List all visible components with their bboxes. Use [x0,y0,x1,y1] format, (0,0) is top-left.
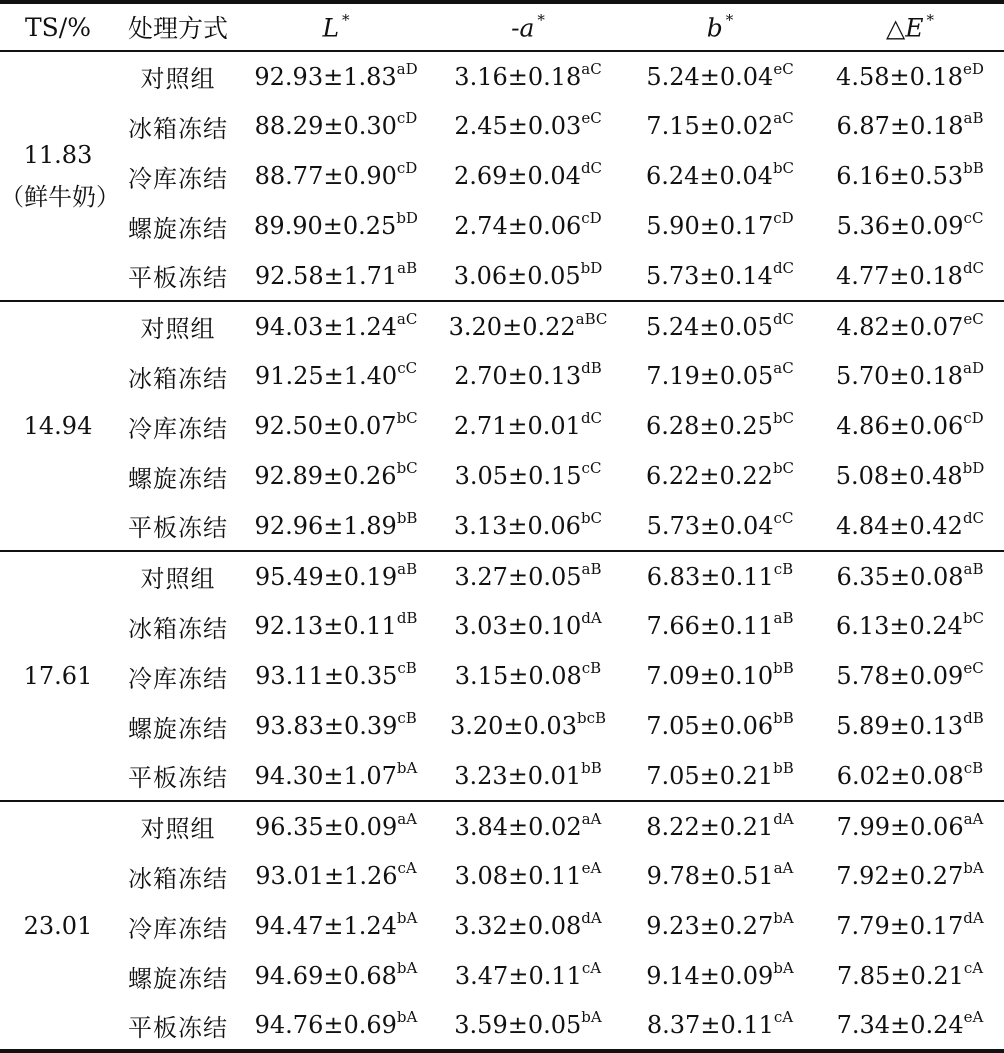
value-cell [432,901,624,951]
value-cell [624,451,816,501]
value-cell [432,351,624,401]
method-cell: 螺旋冻结 [128,214,228,243]
value-cell [816,501,1004,551]
value-text: 96.35±0.09 [254,812,398,841]
value-text: 4.82±0.07 [836,312,964,341]
value-text: 5.08±0.48 [835,462,963,490]
method-cell: 对照组 [140,65,216,93]
significance-letters: bA [581,1007,602,1026]
value-text: 94.47±1.24 [254,912,397,940]
value-text: 3.84±0.02 [454,812,582,841]
value-cell [624,151,816,201]
header-a-star: -a * [432,2,624,51]
significance-letters: aC [581,59,602,78]
value-cell [816,751,1004,801]
method-cell: 螺旋冻结 [128,464,228,493]
value-cell [816,301,1004,351]
value-cell [816,151,1004,201]
value-text: 6.35±0.08 [836,562,964,591]
table-row [0,851,1004,901]
value-cell [816,1001,1004,1051]
significance-letters: cB [397,658,417,677]
significance-letters: aB [963,559,984,578]
value-cell [240,1001,432,1051]
value-cell [624,901,816,951]
value-text: 3.23±0.01 [454,761,582,790]
value-text: 2.69±0.04 [453,162,581,190]
significance-letters: aA [773,858,794,877]
value-cell [816,351,1004,401]
method-cell: 冷库冻结 [128,914,228,943]
significance-letters: aC [396,309,418,328]
value-text: 5.78±0.09 [836,662,964,690]
value-cell [624,751,816,801]
value-text: 95.49±0.19 [254,562,398,591]
significance-letters: bC [396,408,418,427]
value-cell [432,551,624,601]
value-text: 5.73±0.14 [645,261,773,290]
table-row [0,51,1004,101]
value-cell [624,301,816,351]
table-row [0,951,1004,1001]
value-text: 9.78±0.51 [646,862,774,890]
value-text: 5.36±0.09 [836,212,964,240]
significance-letters: cB [581,658,602,677]
significance-letters: cA [773,1007,794,1026]
value-cell [432,151,624,201]
value-cell [432,801,624,851]
significance-letters: aB [773,608,794,627]
significance-letters: aA [963,809,984,828]
table-row [0,801,1004,851]
value-text: 7.19±0.05 [646,362,774,390]
value-text: 5.70±0.18 [836,362,963,390]
significance-letters: aB [397,258,418,277]
significance-letters: eC [963,658,984,677]
value-cell [816,951,1004,1001]
significance-letters: aB [397,559,418,578]
significance-letters: cD [773,208,794,227]
value-cell [624,551,816,601]
value-text: 92.50±0.07 [254,412,397,440]
value-cell [240,301,432,351]
significance-letters: bC [396,458,418,477]
ts-value: 14.94 [23,412,93,440]
table-row [0,301,1004,351]
value-cell [432,51,624,101]
header-delta-e-star: △E * [816,2,1004,51]
method-cell: 冷库冻结 [128,664,228,693]
value-text: 7.09±0.10 [646,662,774,690]
significance-letters: eC [963,309,984,328]
header-ts: TS/% [0,2,116,51]
significance-letters: cD [581,208,602,227]
value-cell [432,601,624,651]
value-cell [624,351,816,401]
value-cell [432,1001,624,1051]
value-text: 3.27±0.05 [454,562,582,591]
value-cell [240,201,432,251]
value-cell [816,801,1004,851]
value-cell [816,101,1004,151]
value-text: 6.28±0.25 [645,412,773,440]
value-cell [240,601,432,651]
significance-letters: aD [396,59,418,78]
significance-letters: cD [396,158,418,177]
value-text: 94.69±0.68 [254,962,397,990]
method-cell: 对照组 [140,315,216,343]
value-text: 94.30±1.07 [254,761,397,790]
value-text: 2.45±0.03 [454,112,582,140]
significance-letters: dB [581,358,602,377]
significance-letters: bC [772,458,795,477]
header-method: 处理方式 [116,2,240,51]
value-cell [624,1001,816,1051]
value-text: 7.05±0.06 [646,712,774,740]
method-cell: 平板冻结 [116,1001,240,1051]
significance-letters: eC [773,59,794,78]
value-text: 3.08±0.11 [454,862,582,890]
significance-letters: bC [772,158,795,177]
value-text: 4.58±0.18 [836,62,964,91]
value-cell [240,151,432,201]
value-text: 2.70±0.13 [454,362,582,390]
value-text: 4.86±0.06 [836,412,964,440]
method-cell: 冰箱冻结 [128,364,228,393]
significance-letters: dA [581,908,602,927]
value-cell [432,851,624,901]
significance-letters: dC [580,158,603,177]
method-cell: 螺旋冻结 [128,964,228,993]
value-cell [816,251,1004,301]
value-text: 3.32±0.08 [454,912,582,940]
value-text: 3.15±0.08 [454,662,582,690]
value-cell [432,751,624,801]
value-text: 6.02±0.08 [836,761,964,790]
value-text: 7.85±0.21 [836,962,964,990]
significance-letters: dB [963,708,984,727]
value-text: 7.79±0.17 [836,912,964,940]
table-row [0,601,1004,651]
value-text: 2.71±0.01 [453,412,581,440]
value-text: 7.15±0.02 [646,112,774,140]
significance-letters: bA [396,908,418,927]
value-cell [240,801,432,851]
value-cell [624,401,816,451]
ts-value: 23.01 [23,911,93,940]
table-row [0,251,1004,301]
value-text: 8.37±0.11 [646,1011,774,1039]
header-row [0,2,1004,51]
table-row [0,351,1004,401]
significance-letters: dB [396,608,418,627]
value-text: 7.92±0.27 [836,862,964,890]
significance-letters: cC [397,358,418,377]
value-text: 94.03±1.24 [254,312,397,341]
significance-letters: cD [396,108,418,127]
table-row [0,401,1004,451]
value-cell [816,551,1004,601]
value-text: 5.24±0.05 [645,312,773,341]
value-text: 2.74±0.06 [454,212,582,240]
value-cell [624,101,816,151]
value-text: 6.83±0.11 [646,562,774,591]
significance-letters: aBC [575,309,608,328]
ts-cell [0,301,116,551]
value-cell [240,951,432,1001]
value-cell [240,251,432,301]
significance-letters: cA [397,858,417,877]
significance-letters: bC [580,508,603,527]
table-row [0,651,1004,701]
value-cell [432,401,624,451]
ts-cell [0,551,116,801]
value-text: 3.59±0.05 [454,1011,582,1039]
value-cell [432,501,624,551]
value-text: 94.76±0.69 [254,1011,397,1039]
significance-letters: cC [581,458,602,477]
ts-value: 17.61 [23,662,93,690]
significance-letters: dC [580,408,603,427]
value-cell [624,251,816,301]
significance-letters: aC [773,108,794,127]
value-text: 6.87±0.18 [836,112,964,140]
method-cell: 冷库冻结 [128,414,228,443]
value-text: 88.29±0.30 [254,112,397,140]
method-cell: 平板冻结 [116,251,240,301]
value-cell [816,451,1004,501]
value-text: 4.84±0.42 [835,511,963,540]
value-text: 88.77±0.90 [254,162,397,190]
value-cell [816,851,1004,901]
value-text: 4.77±0.18 [835,261,963,290]
value-text: 92.96±1.89 [254,511,397,540]
significance-letters: bB [396,508,418,527]
significance-letters: bA [396,758,418,777]
significance-letters: cC [773,508,794,527]
table-row [0,701,1004,751]
table-row [0,451,1004,501]
value-cell [240,651,432,701]
significance-letters: aC [773,358,794,377]
significance-letters: bA [773,908,794,927]
value-cell [624,851,816,901]
value-cell [240,451,432,501]
significance-letters: eC [581,108,602,127]
table-row [0,901,1004,951]
value-text: 3.13±0.06 [453,511,581,540]
value-cell [624,601,816,651]
value-cell [240,551,432,601]
value-cell [816,601,1004,651]
significance-letters: dA [773,809,794,828]
significance-letters: cD [963,408,984,427]
value-cell [240,401,432,451]
value-cell [240,751,432,801]
significance-letters: eD [963,59,984,78]
significance-letters: bB [773,758,794,777]
value-text: 3.03±0.10 [454,612,582,640]
significance-letters: aA [581,809,602,828]
value-text: 3.47±0.11 [454,962,582,990]
value-cell [624,651,816,701]
value-text: 93.83±0.39 [255,712,398,740]
value-text: 93.01±1.26 [255,862,398,890]
method-cell: 冰箱冻结 [128,114,228,143]
value-text: 5.24±0.04 [646,62,774,91]
significance-letters: bA [963,858,984,877]
ts-note: （鲜牛奶） [0,183,120,211]
significance-letters: dC [962,258,985,277]
method-cell: 螺旋冻结 [128,714,228,743]
value-text: 5.73±0.04 [646,511,774,540]
significance-letters: bB [581,758,602,777]
value-text: 92.93±1.83 [254,62,397,91]
significance-letters: bB [773,708,794,727]
value-cell [624,201,816,251]
value-text: 5.89±0.13 [836,712,964,740]
value-cell [816,51,1004,101]
value-cell [432,101,624,151]
value-cell [624,801,816,851]
value-text: 9.23±0.27 [646,912,774,940]
value-text: 93.11±0.35 [255,662,398,690]
significance-letters: cA [581,958,602,977]
value-text: 8.22±0.21 [646,812,774,841]
table-row [0,201,1004,251]
value-text: 7.05±0.21 [646,761,774,790]
value-text: 92.13±0.11 [254,612,397,640]
significance-letters: dC [962,508,985,527]
significance-letters: bA [773,958,794,977]
table-row [0,751,1004,801]
value-cell [816,201,1004,251]
value-cell [624,701,816,751]
table-row [0,551,1004,601]
value-text: 7.66±0.11 [646,612,774,640]
significance-letters: cB [397,708,417,727]
header-b-star: b * [624,2,816,51]
significance-letters: bB [773,658,794,677]
value-cell [240,51,432,101]
method-cell: 冰箱冻结 [128,614,228,643]
value-cell [240,501,432,551]
value-cell [432,201,624,251]
value-cell [816,651,1004,701]
value-text: 6.16±0.53 [836,162,964,190]
value-cell [432,251,624,301]
significance-letters: cB [773,559,794,578]
value-text: 3.16±0.18 [454,62,582,91]
significance-letters: aA [397,809,418,828]
value-cell [816,901,1004,951]
value-text: 6.24±0.04 [645,162,773,190]
method-cell: 冷库冻结 [128,164,228,193]
significance-letters: dC [772,309,795,328]
value-cell [432,651,624,701]
significance-letters: cC [963,208,984,227]
significance-letters: dA [963,908,984,927]
value-text: 3.20±0.03 [449,712,577,740]
significance-letters: dC [772,258,795,277]
value-text: 3.06±0.05 [453,261,581,290]
value-cell [816,401,1004,451]
method-cell: 平板冻结 [116,751,240,801]
significance-letters: aB [581,559,602,578]
value-text: 6.22±0.22 [645,462,773,490]
value-cell [432,701,624,751]
value-cell [624,51,816,101]
significance-letters: cA [963,958,984,977]
table-row [0,1001,1004,1051]
ts-value: 11.83 [23,141,93,169]
table-body [0,51,1004,1051]
value-text: 7.34±0.24 [836,1011,964,1039]
value-text: 5.90±0.17 [646,212,774,240]
value-text: 92.58±1.71 [254,261,398,290]
value-cell [432,951,624,1001]
header-l-star: L * [240,2,432,51]
value-text: 7.99±0.06 [836,812,964,841]
significance-letters: bD [962,458,985,477]
ts-cell [0,801,116,1051]
value-text: 6.13±0.24 [835,612,963,640]
significance-letters: eA [963,1007,984,1026]
method-cell: 对照组 [140,815,216,843]
value-cell [816,701,1004,751]
method-cell: 对照组 [140,565,216,593]
table-row [0,151,1004,201]
significance-letters: bD [580,258,603,277]
table-row [0,501,1004,551]
significance-letters: bA [396,958,418,977]
value-text: 3.20±0.22 [448,312,576,341]
significance-letters: bA [396,1007,418,1026]
value-text: 3.05±0.15 [454,462,582,490]
method-cell: 冰箱冻结 [128,864,228,893]
significance-letters: bD [396,208,418,227]
value-text: 9.14±0.09 [646,962,774,990]
value-cell [432,451,624,501]
value-text: 91.25±1.40 [254,362,398,390]
significance-letters: cB [963,758,984,777]
value-text: 89.90±0.25 [254,212,397,240]
significance-letters: dA [581,608,602,627]
significance-letters: bB [963,158,984,177]
significance-letters: aB [963,108,984,127]
value-cell [240,351,432,401]
significance-letters: bC [772,408,795,427]
value-cell [240,901,432,951]
value-cell [240,701,432,751]
method-cell: 平板冻结 [116,501,240,551]
significance-letters: eA [581,858,602,877]
value-cell [624,501,816,551]
ts-cell [0,51,120,301]
significance-letters: bC [962,608,985,627]
significance-letters: aD [963,358,984,377]
significance-letters: bcB [576,708,606,727]
value-text: 92.89±0.26 [254,462,397,490]
value-cell [432,301,624,351]
value-cell [624,951,816,1001]
value-cell [240,101,432,151]
value-cell [240,851,432,901]
table-row [0,101,1004,151]
